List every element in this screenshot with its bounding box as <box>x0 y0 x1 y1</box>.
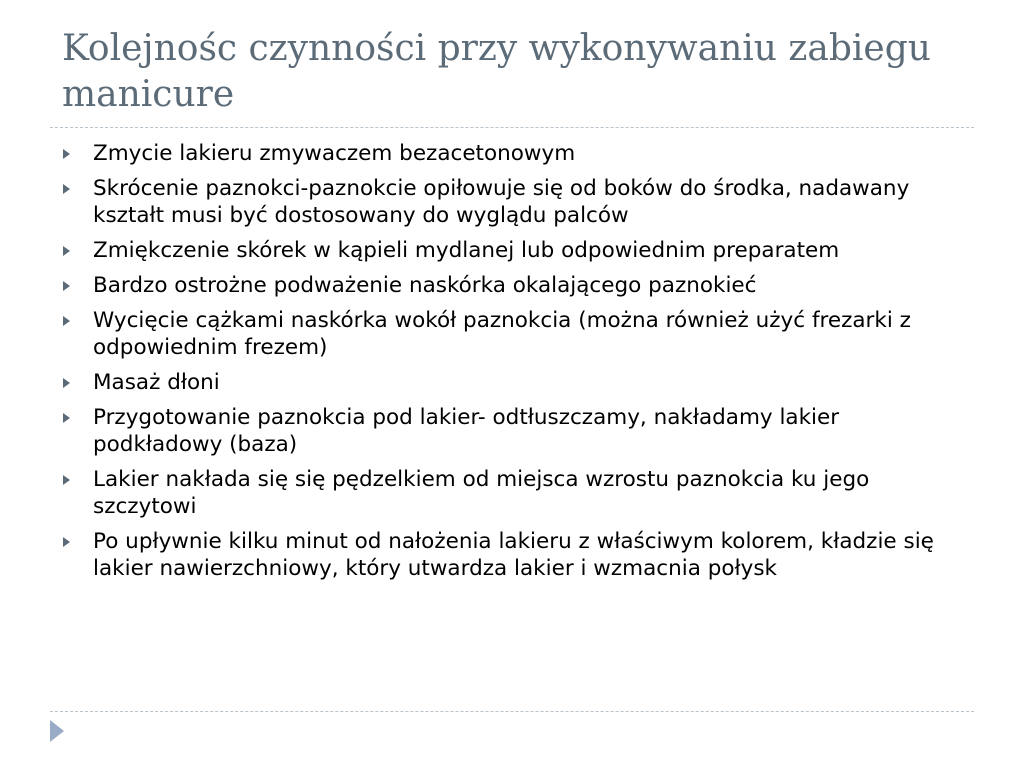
bullet-arrow-icon <box>63 316 70 326</box>
slide-title: Kolejnośc czynności przy wykonywaniu zabiegu manicure <box>62 28 931 115</box>
title-divider <box>50 127 974 128</box>
bullet-text: Zmycie lakieru zmywaczem bezacetonowym <box>93 141 576 166</box>
bullet-text: Po upływnie kilku minut od nałożenia lakieru z właściwym kolorem, kładzie się lakier nawierzchniowy, który utwardza lakier i wzmacnia połysk <box>93 529 934 581</box>
bullet-text: Zmiękczenie skórek w kąpieli mydlanej lub odpowiednim preparatem <box>93 238 840 263</box>
footer-divider <box>50 711 974 712</box>
bullet-item-6 <box>60 369 965 396</box>
bullet-text: Bardzo ostrożne podważenie naskórka okalającego paznokieć <box>93 273 757 298</box>
bullet-item-1 <box>60 140 965 167</box>
bullet-text: Wycięcie cążkami naskórka wokół paznokcia (można również użyć frezarki z odpowiednim frezem) <box>93 308 911 360</box>
bullet-item-7 <box>60 404 965 458</box>
bullet-text: Masaż dłoni <box>93 370 220 395</box>
bullet-item-5 <box>60 307 965 361</box>
bullet-item-3 <box>60 237 965 264</box>
bullet-item-8 <box>60 466 965 520</box>
next-slide-arrow-icon[interactable] <box>50 720 64 742</box>
bullet-arrow-icon <box>63 475 70 485</box>
bullet-item-9 <box>60 528 965 582</box>
bullet-item-4 <box>60 272 965 299</box>
bullet-list <box>60 140 965 590</box>
bullet-item-2 <box>60 175 965 229</box>
bullet-arrow-icon <box>63 378 70 388</box>
bullet-text: Lakier nakłada się się pędzelkiem od miejsca wzrostu paznokcia ku jego szczytowi <box>93 467 870 519</box>
bullet-arrow-icon <box>63 246 70 256</box>
bullet-arrow-icon <box>63 281 70 291</box>
bullet-arrow-icon <box>63 537 70 547</box>
bullet-text: Skrócenie paznokci-paznokcie opiłowuje się od boków do środka, nadawany kształt musi być dostosowany do wyglądu palców <box>93 176 910 228</box>
bullet-arrow-icon <box>63 184 70 194</box>
bullet-arrow-icon <box>63 413 70 423</box>
bullet-arrow-icon <box>63 149 70 159</box>
bullet-text: Przygotowanie paznokcia pod lakier- odtłuszczamy, nakładamy lakier podkładowy (baza) <box>93 405 840 457</box>
